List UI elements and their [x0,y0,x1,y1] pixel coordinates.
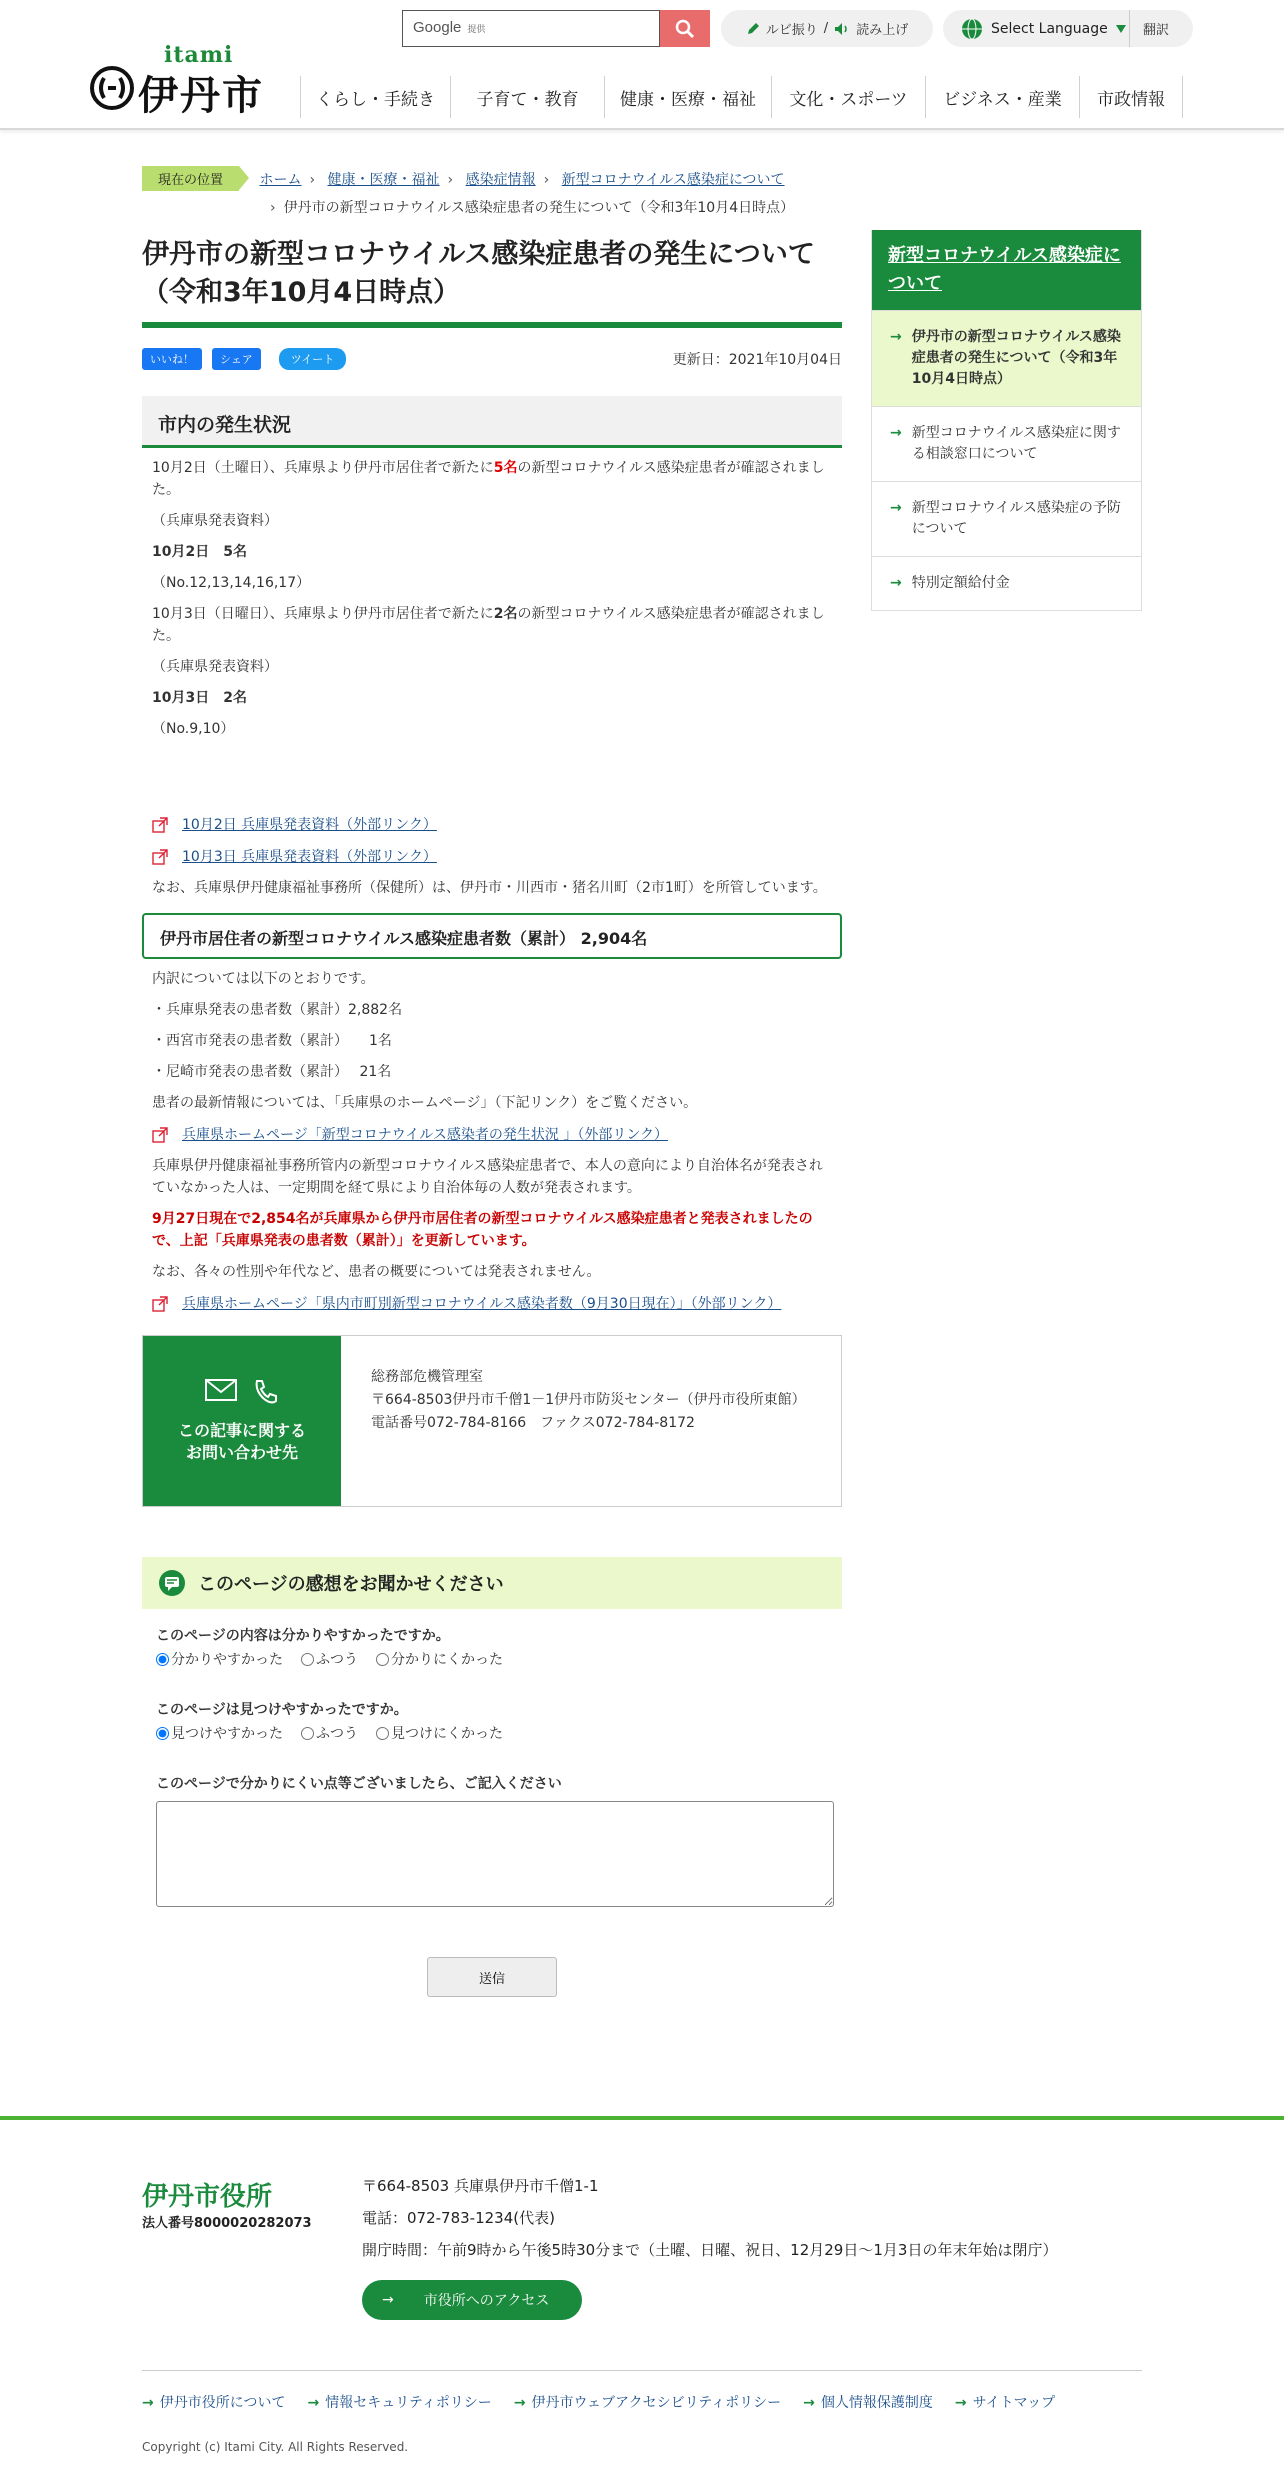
survey-option[interactable]: 見つけにくかった [376,1723,503,1743]
survey-question: このページで分かりにくい点等ございましたら、ご記入ください [156,1776,562,1792]
article-body [142,968,842,1315]
survey-options [142,1723,842,1743]
survey-option[interactable]: ふつう [301,1723,358,1743]
share-bar [142,348,842,370]
nav-item-city-info[interactable]: 市政情報 [1079,76,1183,118]
ruby-read-bar [721,10,933,47]
site-logo[interactable] [90,42,270,119]
external-link[interactable]: 10月2日 兵庫県発表資料（外部リンク） [182,817,437,833]
access-button[interactable]: → 市役所へのアクセス [362,2280,582,2320]
language-select-label: Select Language [991,20,1108,37]
sidebar-title[interactable]: 新型コロナウイルス感染症について [872,230,1141,310]
footer-divider [142,2370,1142,2371]
source-note: （兵庫県発表資料） [152,659,278,675]
breadcrumb: 現在の位置 ホーム › 健康・医療・福祉 › 感染症情報 › 新型コロナウイルス感染症について › 伊丹市の新型コロナウイルス感染症患者の発生について（令和3年10月4日時点） [142,166,842,217]
logo-latin: itami [164,42,234,68]
footer-phone: 電話：072-783-1234(代表) [362,2209,555,2227]
paragraph: なお、兵庫県伊丹健康福祉事務所（保健所）は、伊丹市・川西市・猪名川町（2市1町）を所管しています。 [152,880,827,896]
inquiry-label [143,1336,341,1506]
submit-button[interactable]: 送信 [427,1957,557,1997]
language-bar [943,10,1193,47]
warning-text: 9月27日現在で2,854名が兵庫県から伊丹市居住者の新型コロナウイルス感染症患者と発表されましたので、上記「兵庫県発表の患者数（累計）」を更新しています。 [152,1211,813,1249]
footer-link-sitemap[interactable]: → サイトマップ [954,2395,1056,2411]
mail-icon [205,1378,237,1402]
paragraph: 患者の最新情報については、「兵庫県のホームページ」（下記リンク）をご覧ください。 [152,1095,698,1111]
sidebar-item-current[interactable]: → 伊丹市の新型コロナウイルス感染症患者の発生について（令和3年10月4日時点） [872,310,1141,406]
global-nav [300,76,1183,118]
footer-address-block [362,2170,1057,2266]
site-footer [0,2116,1284,2484]
dropdown-arrow-icon [1116,25,1126,33]
survey-option[interactable]: 分かりやすかった [156,1649,283,1669]
radio-button[interactable] [376,1727,389,1740]
ruby-separator: / [823,21,829,36]
footer-link-about[interactable]: → 伊丹市役所について [142,2395,286,2411]
footer-hours: 開庁時間：午前9時から午後5時30分まで（土曜、日曜、祝日、12月29日～1月3日の年末年始は閉庁） [362,2241,1058,2259]
survey-question: このページの内容は分かりやすかったですか。 [156,1628,450,1644]
paragraph: なお、各々の性別や年代など、患者の概要については発表されません。 [152,1264,601,1280]
breadcrumb-current: 伊丹市の新型コロナウイルス感染症患者の発生について（令和3年10月4日時点） [283,200,795,216]
breadcrumb-covid[interactable]: 新型コロナウイルス感染症について [561,172,785,188]
survey-option[interactable]: 分かりにくかった [376,1649,503,1669]
survey-options [142,1649,842,1669]
inquiry-label-line2: お問い合わせ先 [185,1443,298,1462]
translate-button[interactable]: 翻訳 [1129,10,1169,47]
nav-item-health[interactable]: 健康・医療・福祉 [604,76,771,118]
speaker-icon [834,22,850,36]
inquiry-box [142,1335,842,1507]
globe-icon [961,18,983,40]
city-emblem-icon [90,66,134,110]
case-numbers: （No.9,10） [152,721,235,737]
arrow-icon: → [890,329,902,345]
breadcrumb-here: 現在の位置 [142,166,239,191]
source-note: （兵庫県発表資料） [152,513,278,529]
case-numbers: （No.12,13,14,16,17） [152,575,311,591]
sidebar-item-consultation[interactable]: → 新型コロナウイルス感染症に関する相談窓口について [872,406,1141,481]
date-count: 10月2日 5名 [152,544,247,560]
inquiry-dept: 総務部危機管理室 [371,1369,483,1385]
nav-item-living[interactable]: くらし・手続き [300,76,450,118]
search-provided: 提供 [467,25,486,35]
updated-date: 更新日：2021年10月04日 [672,352,842,368]
breadcrumb-health[interactable]: 健康・医療・福祉 [327,172,440,188]
external-link-icon [152,1296,168,1312]
comment-icon [158,1569,186,1597]
sidebar-item-benefit[interactable]: → 特別定額給付金 [872,556,1141,610]
paragraph: 兵庫県伊丹健康福祉事務所管内の新型コロナウイルス感染症患者で、本人の意向により自治体名が発表されていなかった人は、一定期間を経て県により自治体毎の人数が発表されます。 [152,1158,823,1196]
breadcrumb-infection[interactable]: 感染症情報 [465,172,536,188]
nav-item-childcare[interactable]: 子育て・教育 [450,76,604,118]
radio-button[interactable] [156,1727,169,1740]
footer-corp-number: 法人番号8000020282073 [142,2216,312,2231]
footer-link-accessibility[interactable]: → 伊丹市ウェブアクセシビリティポリシー [513,2395,782,2411]
external-link[interactable]: 兵庫県ホームページ「新型コロナウイルス感染者の発生状況 」（外部リンク） [182,1127,669,1143]
external-link-icon [152,817,168,833]
survey-option[interactable]: 見つけやすかった [156,1723,283,1743]
survey-question: このページは見つけやすかったですか。 [156,1702,408,1718]
copyright: Copyright (c) Itami City. All Rights Reserved. [142,2440,409,2454]
page-title: 伊丹市の新型コロナウイルス感染症患者の発生について（令和3年10月4日時点） [142,236,842,328]
sidebar [871,230,1142,611]
survey-heading [142,1557,842,1609]
radio-button[interactable] [301,1653,314,1666]
external-link[interactable]: 10月3日 兵庫県発表資料（外部リンク） [182,849,437,865]
section-heading: 市内の発生状況 [142,396,842,448]
breakdown-item: ・兵庫県発表の患者数（累計）2,882名 [152,1002,403,1018]
sidebar-item-prevention[interactable]: → 新型コロナウイルス感染症の予防について [872,481,1141,556]
radio-button[interactable] [376,1653,389,1666]
radio-button[interactable] [156,1653,169,1666]
logo-name: 伊丹市 [138,73,264,119]
nav-item-culture[interactable]: 文化・スポーツ [771,76,925,118]
arrow-icon: → [890,425,902,441]
survey-title: このページの感想をお聞かせください [198,1574,504,1595]
paragraph: 10月3日（日曜日）、兵庫県より伊丹市居住者で新たに2名の新型コロナウイルス感染症患者が確認されました。 [152,606,825,644]
cumulative-count-box: 伊丹市居住者の新型コロナウイルス感染症患者数（累計） 2,904名 [142,913,842,959]
inquiry-phone: 電話番号072-784-8166 ファクス072-784-8172 [371,1415,695,1431]
like-button[interactable]: いいね！ [142,348,202,370]
arrow-icon: → [890,575,902,591]
inquiry-label-line1: この記事に関する [177,1421,306,1440]
comment-textarea[interactable] [156,1801,834,1907]
phone-icon [251,1378,279,1406]
paragraph: 10月2日（土曜日）、兵庫県より伊丹市居住者で新たに5名の新型コロナウイルス感染症患者が確認されました。 [152,460,825,498]
search-brand: Google [413,19,462,36]
external-link[interactable]: 兵庫県ホームページ「県内市町別新型コロナウイルス感染者数（9月30日現在）」（外部リンク） [182,1296,782,1312]
inquiry-details [341,1336,836,1506]
article-body [142,457,842,899]
read-aloud-button[interactable]: 読み上げ [856,23,909,38]
site-header [0,0,1284,130]
tweet-button[interactable]: ツイート [279,348,346,370]
survey-option[interactable]: ふつう [301,1649,358,1669]
footer-link-privacy[interactable]: → 個人情報保護制度 [803,2395,933,2411]
radio-button[interactable] [301,1727,314,1740]
footer-links [142,2392,1055,2412]
paragraph: 内訳については以下のとおりです。 [152,971,375,987]
date-count: 10月3日 2名 [152,690,247,706]
share-button[interactable]: シェア [212,348,261,370]
inquiry-address: 〒664-8503伊丹市千僧1－1伊丹市防災センター（伊丹市役所東館） [371,1392,806,1408]
search-icon [675,19,695,39]
external-link-icon [152,849,168,865]
arrow-icon: → [382,2292,394,2308]
footer-address: 〒664-8503 兵庫県伊丹市千僧1-1 [362,2177,599,2195]
ruby-button[interactable]: ルビ振り [765,23,818,38]
search-button[interactable] [660,10,710,47]
breadcrumb-home[interactable]: ホーム [259,172,302,188]
breakdown-item: ・尼崎市発表の患者数（累計） 21名 [152,1064,392,1080]
language-select[interactable] [943,10,1129,47]
main-content [142,236,842,1997]
pencil-icon [746,22,760,36]
arrow-icon: → [890,500,902,516]
breakdown-item: ・西宮市発表の患者数（累計） 1名 [152,1033,392,1049]
footer-link-security[interactable]: → 情報セキュリティポリシー [307,2395,492,2411]
search-input[interactable] [402,10,660,47]
nav-item-business[interactable]: ビジネス・産業 [925,76,1079,118]
footer-org-name: 伊丹市役所 [142,2182,273,2212]
external-link-icon [152,1127,168,1143]
